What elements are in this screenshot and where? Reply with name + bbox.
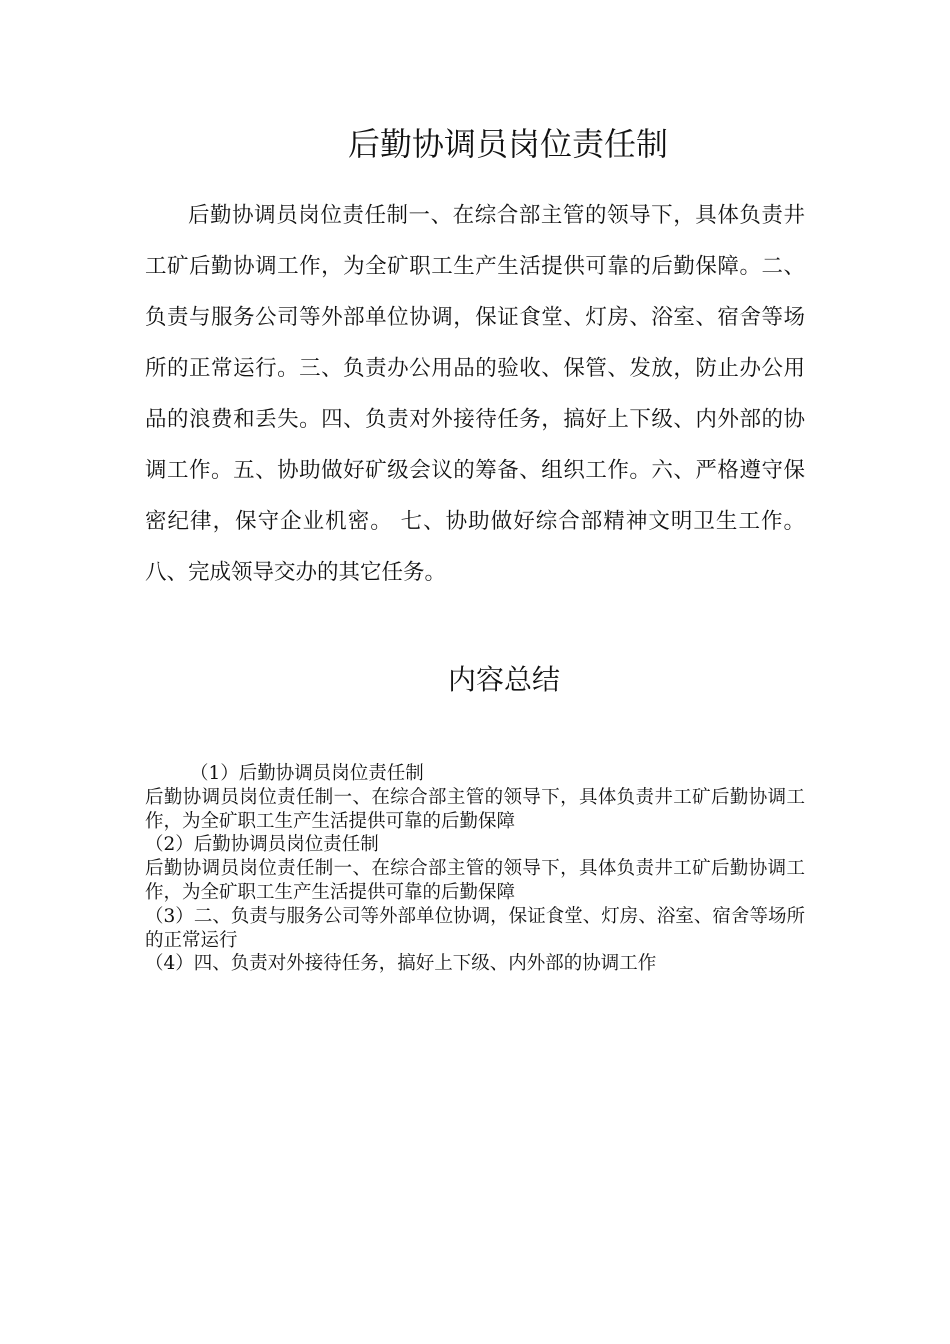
summary-item-1-heading: （1）后勤协调员岗位责任制 — [190, 763, 424, 784]
summary-item-4: （4）四、负责对外接待任务，搞好上下级、内外部的协调工作 — [145, 953, 657, 975]
summary-item-2-text: 后勤协调员岗位责任制一、在综合部主管的领导下，具体负责井工矿后勤协调工作，为全矿职工生产生活提供可靠的后勤保障 — [145, 858, 805, 903]
document-title: 后勤协调员岗位责任制 — [347, 125, 668, 163]
summary-list — [145, 762, 805, 976]
summary-item-1-text: 后勤协调员岗位责任制一、在综合部主管的领导下，具体负责井工矿后勤协调工作，为全矿职工生产生活提供可靠的后勤保障 — [145, 786, 805, 832]
summary-item-3: （3）二、负责与服务公司等外部单位协调，保证食堂、灯房、浴室、宿舍等场所的正常运行 — [145, 905, 805, 951]
summary-title: 内容总结 — [447, 663, 560, 696]
summary-item-2-heading: （2）后勤协调员岗位责任制 — [145, 834, 379, 856]
document-body: 后勤协调员岗位责任制一、在综合部主管的领导下，具体负责井工矿后勤协调工作，为全矿职工生产生活提供可靠的后勤保障。二、负责与服务公司等外部单位协调，保证食堂、灯房、浴室、宿舍等场所的正常运行。三、负责办公用品的验收、保管、发放，防止办公用品的浪费和丢失。四、负责对外接待任务，搞好上下级、内外部的协调工作。五、协助做好矿级会议的筹备、组织工作。六、严格遵守保密纪律，保守企业机密。 七、协助做好综合部精神文明卫生工作。八、完成领导交办的其它任务。 — [145, 203, 805, 585]
